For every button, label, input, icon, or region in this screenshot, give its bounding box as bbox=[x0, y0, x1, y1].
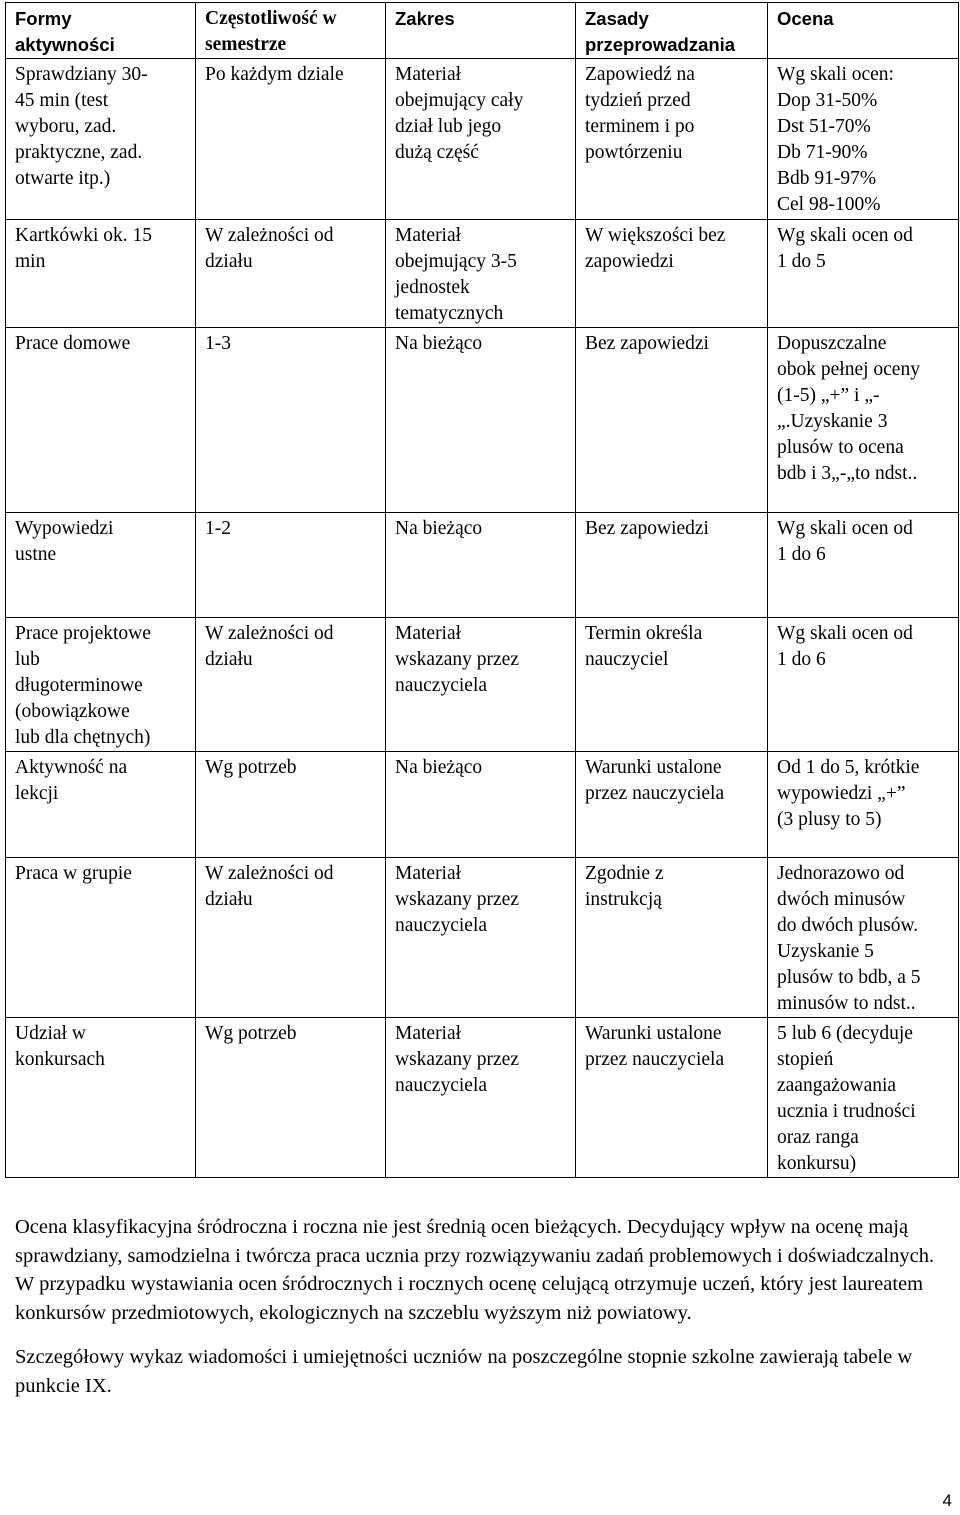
cell-rules: Bez zapowiedzi bbox=[576, 513, 768, 618]
cell-scope: Na bieżąco bbox=[386, 513, 576, 618]
header-scope: Zakres bbox=[386, 3, 576, 59]
cell-grade: 5 lub 6 (decyduje stopień zaangażowania ucznia i trudności oraz ranga konkursu) bbox=[768, 1018, 959, 1178]
table-row bbox=[6, 59, 959, 220]
cell-form: Praca w grupie bbox=[6, 858, 196, 1018]
header-forms: Formy aktywności bbox=[6, 3, 196, 59]
header-grade: Ocena bbox=[768, 3, 959, 59]
table-row bbox=[6, 618, 959, 752]
cell-form: Prace projektowe lub długoterminowe (obowiązkowe lub dla chętnych) bbox=[6, 618, 196, 752]
note-paragraph: Szczegółowy wykaz wiadomości i umiejętności uczniów na poszczególne stopnie szkolne zawierają tabele w punkcie IX. bbox=[15, 1346, 913, 1397]
table-row bbox=[6, 858, 959, 1018]
cell-frequency: Wg potrzeb bbox=[196, 752, 386, 858]
cell-grade: Jednorazowo od dwóch minusów do dwóch plusów. Uzyskanie 5 plusów to bdb, a 5 minusów to ndst.. bbox=[768, 858, 959, 1018]
grading-notes bbox=[15, 1213, 945, 1400]
cell-scope: Materiał obejmujący cały dział lub jego dużą część bbox=[386, 59, 576, 220]
cell-rules: Bez zapowiedzi bbox=[576, 328, 768, 513]
header-rules: Zasady przeprowadzania bbox=[576, 3, 768, 59]
note-paragraph: Ocena klasyfikacyjna śródroczna i roczna nie jest średnią ocen bieżących. Decydujący wpływ na ocenę mają sprawdziany, samodzielna i twórcza praca ucznia przy rozwiązywaniu zadań problemowych i doświadczalnych. bbox=[15, 1216, 935, 1267]
header-frequency: Częstotliwość w semestrze bbox=[196, 3, 386, 59]
table-row bbox=[6, 752, 959, 858]
cell-rules: Warunki ustalone przez nauczyciela bbox=[576, 1018, 768, 1178]
cell-rules: Termin określa nauczyciel bbox=[576, 618, 768, 752]
cell-grade: Wg skali ocen od 1 do 6 bbox=[768, 513, 959, 618]
cell-form: Kartkówki ok. 15 min bbox=[6, 220, 196, 328]
cell-rules: Zapowiedź na tydzień przed terminem i po powtórzeniu bbox=[576, 59, 768, 220]
cell-rules: Warunki ustalone przez nauczyciela bbox=[576, 752, 768, 858]
cell-grade: Od 1 do 5, krótkie wypowiedzi „+” (3 plusy to 5) bbox=[768, 752, 959, 858]
cell-scope: Materiał obejmujący 3-5 jednostek tematycznych bbox=[386, 220, 576, 328]
cell-form: Sprawdziany 30- 45 min (test wyboru, zad. praktyczne, zad. otwarte itp.) bbox=[6, 59, 196, 220]
cell-form: Aktywność na lekcji bbox=[6, 752, 196, 858]
cell-grade: Wg skali ocen od 1 do 5 bbox=[768, 220, 959, 328]
cell-frequency: W zależności od działu bbox=[196, 618, 386, 752]
table-header-row bbox=[6, 3, 959, 59]
cell-form: Udział w konkursach bbox=[6, 1018, 196, 1178]
table-row bbox=[6, 513, 959, 618]
assessment-table bbox=[5, 2, 959, 1178]
note-paragraph: W przypadku wystawiania ocen śródrocznych i rocznych ocenę celującą otrzymuje uczeń, który jest laureatem konkursów przedmiotowych, ekologicznych na szczeblu wyższym niż powiatowy. bbox=[15, 1273, 924, 1324]
cell-frequency: Po każdym dziale bbox=[196, 59, 386, 220]
cell-scope: Na bieżąco bbox=[386, 752, 576, 858]
cell-scope: Na bieżąco bbox=[386, 328, 576, 513]
table-row bbox=[6, 328, 959, 513]
cell-frequency: 1-3 bbox=[196, 328, 386, 513]
cell-scope: Materiał wskazany przez nauczyciela bbox=[386, 618, 576, 752]
cell-grade: Wg skali ocen od 1 do 6 bbox=[768, 618, 959, 752]
cell-frequency: 1-2 bbox=[196, 513, 386, 618]
table-row bbox=[6, 220, 959, 328]
cell-frequency: W zależności od działu bbox=[196, 220, 386, 328]
cell-rules: Zgodnie z instrukcją bbox=[576, 858, 768, 1018]
cell-rules: W większości bez zapowiedzi bbox=[576, 220, 768, 328]
cell-scope: Materiał wskazany przez nauczyciela bbox=[386, 858, 576, 1018]
cell-scope: Materiał wskazany przez nauczyciela bbox=[386, 1018, 576, 1178]
cell-frequency: W zależności od działu bbox=[196, 858, 386, 1018]
page-number: 4 bbox=[942, 1491, 952, 1510]
table-row bbox=[6, 1018, 959, 1178]
cell-grade: Dopuszczalne obok pełnej oceny (1-5) „+” i „- „.Uzyskanie 3 plusów to ocena bdb i 3„-„to ndst.. bbox=[768, 328, 959, 513]
cell-form: Wypowiedzi ustne bbox=[6, 513, 196, 618]
cell-frequency: Wg potrzeb bbox=[196, 1018, 386, 1178]
cell-grade: Wg skali ocen: Dop 31-50% Dst 51-70% Db 71-90% Bdb 91-97% Cel 98-100% bbox=[768, 59, 959, 220]
cell-form: Prace domowe bbox=[6, 328, 196, 513]
